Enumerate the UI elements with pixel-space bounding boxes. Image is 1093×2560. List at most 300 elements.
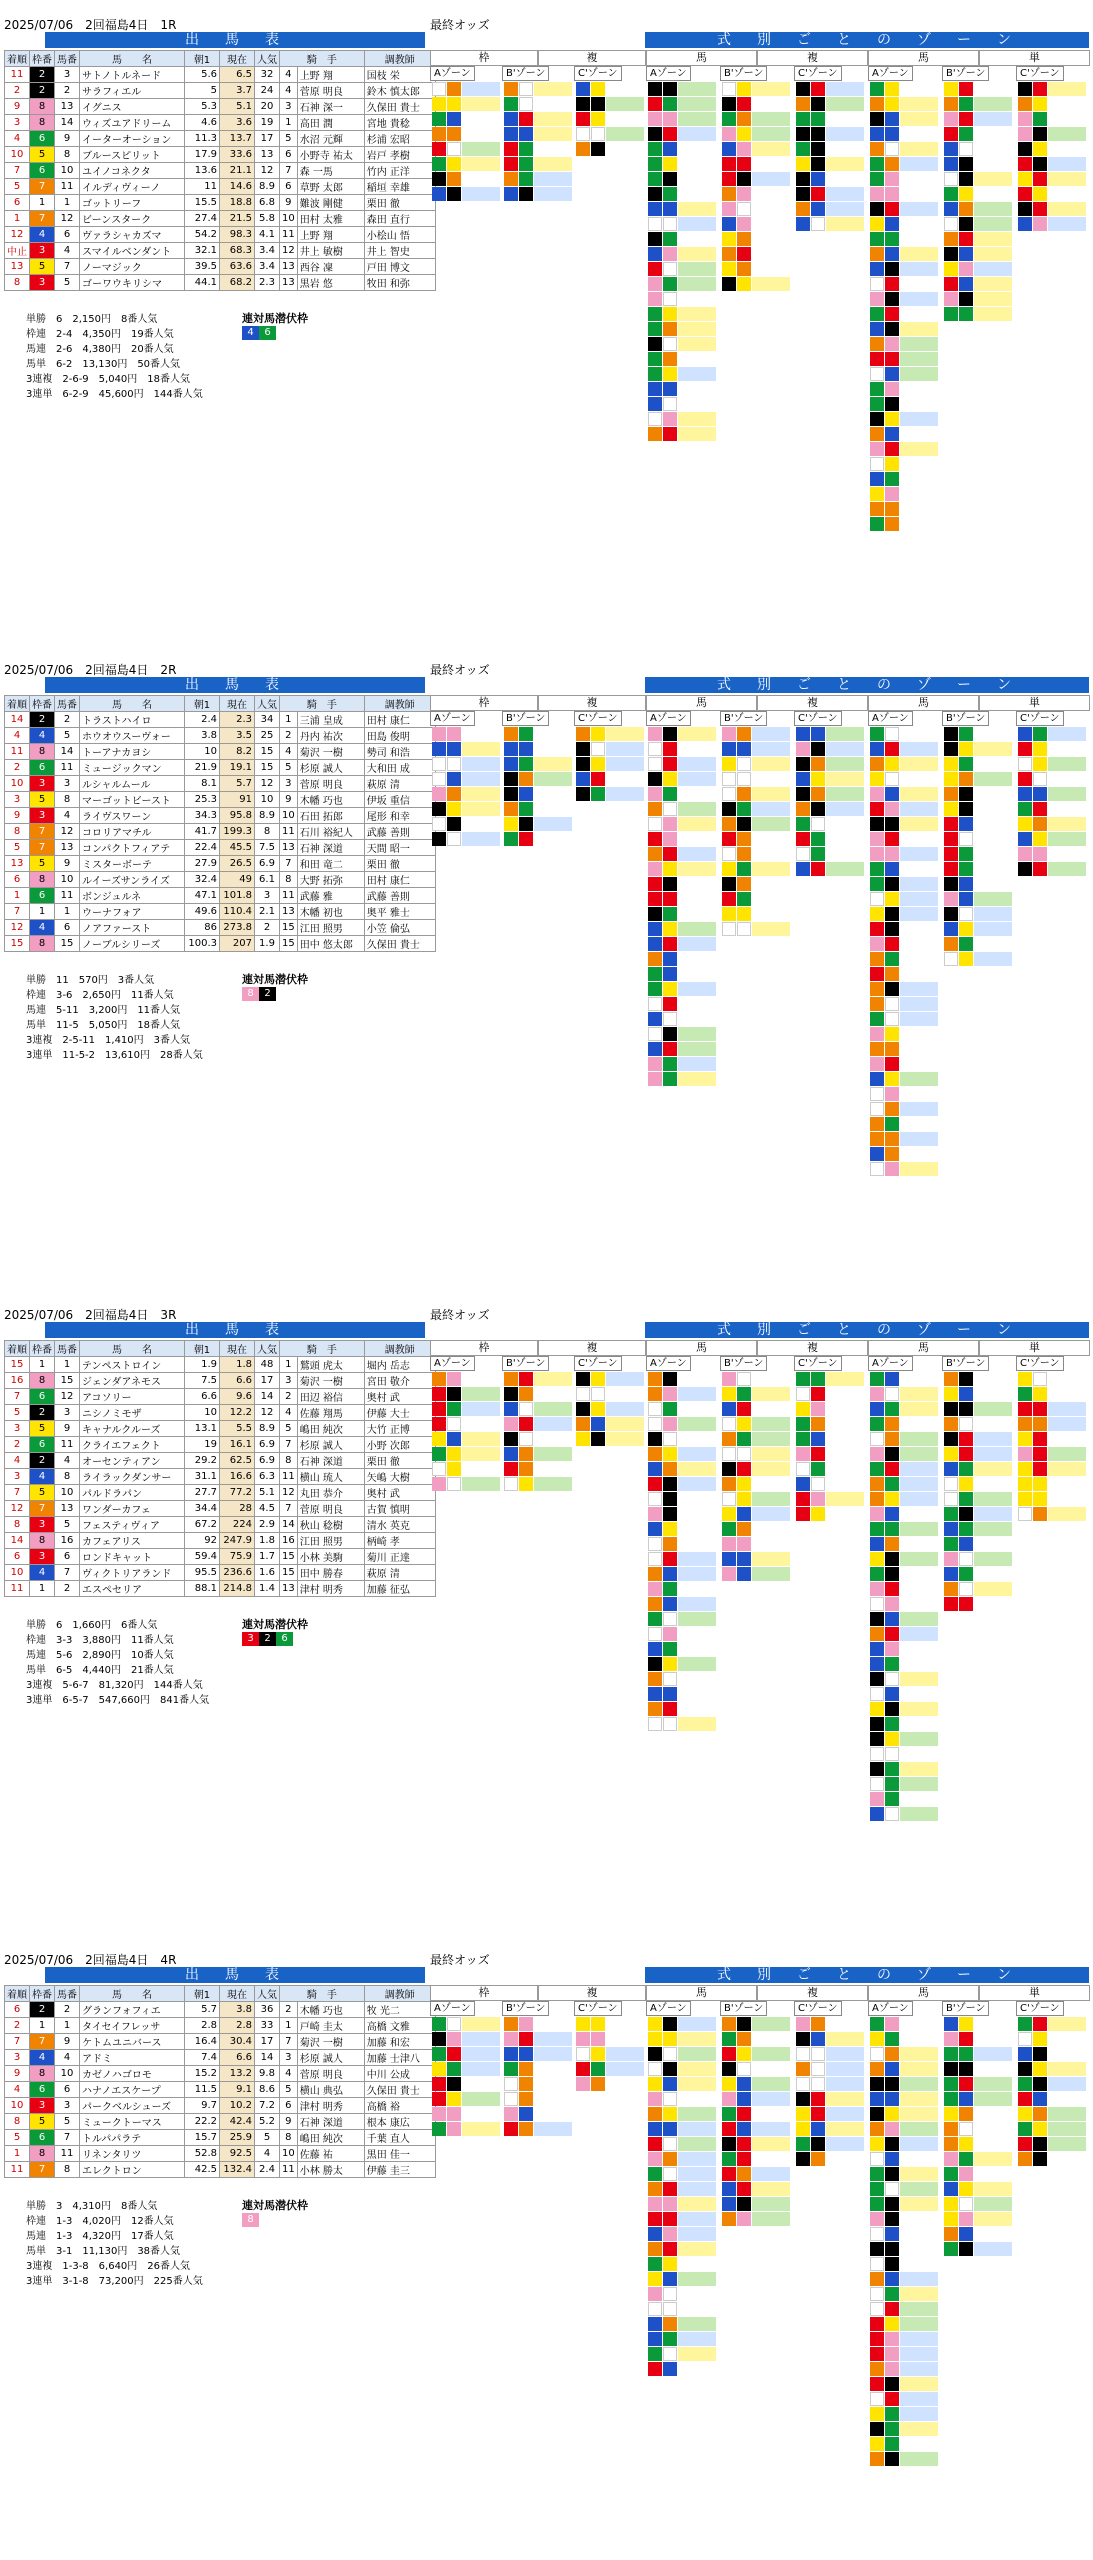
combo-first	[944, 157, 958, 171]
combo-odds	[678, 1582, 716, 1596]
combo-second	[663, 1477, 677, 1491]
waku-number: 7	[30, 211, 55, 227]
combo-odds	[678, 2077, 716, 2091]
jockey-name: 丸田 恭介	[297, 1485, 364, 1501]
horse-name: ウィズユアドリーム	[80, 115, 185, 131]
waku-number: 5	[30, 2114, 55, 2130]
horse-row[interactable]	[5, 920, 436, 936]
trainer-name: 久保田 貴士	[364, 99, 435, 115]
combo-odds	[1048, 787, 1086, 801]
horse-row[interactable]	[5, 1389, 436, 1405]
horse-row[interactable]	[5, 1405, 436, 1421]
combo-second	[885, 1402, 899, 1416]
jockey-name: 杉原 誠人	[297, 760, 364, 776]
combo-second	[959, 937, 973, 951]
finish-rank: 15	[5, 1357, 30, 1373]
morning-odds: 29.2	[185, 1453, 220, 1469]
combo-odds	[900, 802, 938, 816]
horse-name: カフェアリス	[80, 1533, 185, 1549]
combo-second	[811, 1492, 825, 1506]
combo-second	[959, 202, 973, 216]
combo-second	[663, 2272, 677, 2286]
combo-odds	[678, 307, 716, 321]
horse-row[interactable]	[5, 2114, 436, 2130]
horse-row[interactable]	[5, 2050, 436, 2066]
payout-line: 馬単 6-2 13,130円 50番人気	[26, 359, 181, 370]
combo-odds	[752, 157, 790, 171]
combo-second	[885, 2137, 899, 2151]
horse-row[interactable]	[5, 259, 436, 275]
combo-second	[885, 937, 899, 951]
trainer-name: 加藤 征弘	[364, 1581, 435, 1597]
combo-odds	[678, 1402, 716, 1416]
combo-first	[648, 307, 662, 321]
combo-first	[722, 247, 736, 261]
horse-row[interactable]	[5, 2018, 436, 2034]
payout-line: 馬単 11-5 5,050円 18番人気	[26, 1020, 181, 1031]
combo-second	[519, 2062, 533, 2076]
combo-first	[722, 127, 736, 141]
combo-first	[648, 2167, 662, 2181]
horse-number: 7	[55, 1565, 80, 1581]
combo-second	[447, 1432, 461, 1446]
combo-second	[663, 952, 677, 966]
horse-number: 12	[55, 211, 80, 227]
combo-first	[722, 157, 736, 171]
combo-first	[870, 862, 884, 876]
current-odds: 3.6	[220, 115, 255, 131]
combo-odds	[678, 82, 716, 96]
horse-name: ユイノコネクタ	[80, 163, 185, 179]
current-odds: 28	[220, 1501, 255, 1517]
horse-row[interactable]	[5, 824, 436, 840]
combo-second	[663, 2167, 677, 2181]
combo-first	[432, 172, 446, 186]
combo-first	[648, 2317, 662, 2331]
combo-odds	[900, 1087, 938, 1101]
combo-first	[722, 2122, 736, 2136]
horse-row[interactable]	[5, 211, 436, 227]
combo-odds	[606, 127, 644, 141]
horse-name: エレクトロン	[80, 2162, 185, 2178]
combo-odds	[900, 322, 938, 336]
combo-second	[959, 802, 973, 816]
jockey-rank: 16	[280, 1533, 298, 1549]
combo-first	[870, 307, 884, 321]
combo-first	[1018, 1417, 1032, 1431]
horse-name: パークベルシューズ	[80, 2098, 185, 2114]
combo-first	[722, 2062, 736, 2076]
col-header-rank: 着順	[5, 1986, 30, 2002]
combo-first	[796, 787, 810, 801]
combo-first	[722, 202, 736, 216]
combo-second	[447, 757, 461, 771]
horse-row[interactable]	[5, 1517, 436, 1533]
combo-odds	[900, 187, 938, 201]
combo-odds	[678, 877, 716, 891]
combo-second	[885, 427, 899, 441]
finish-rank: 6	[5, 1549, 30, 1565]
horse-row[interactable]	[5, 2146, 436, 2162]
zone-tag-a: Aゾーン	[646, 1356, 691, 1371]
combo-second	[663, 412, 677, 426]
horse-row[interactable]	[5, 2066, 436, 2082]
combo-odds	[900, 1042, 938, 1056]
horse-row[interactable]	[5, 728, 436, 744]
rentai-waku-box	[242, 1632, 293, 1646]
combo-first	[870, 1687, 884, 1701]
combo-first	[648, 367, 662, 381]
trainer-name: 竹内 正洋	[364, 163, 435, 179]
morning-odds: 41.7	[185, 824, 220, 840]
current-odds: 92.5	[220, 2146, 255, 2162]
waku-number: 7	[30, 1501, 55, 1517]
horse-row[interactable]	[5, 744, 436, 760]
jockey-name: 石神 深一	[297, 99, 364, 115]
col-header-waku: 枠番	[30, 1986, 55, 2002]
trainer-name: 加藤 和宏	[364, 2034, 435, 2050]
horse-row[interactable]	[5, 888, 436, 904]
popularity-value: 2.9	[255, 1517, 280, 1533]
combo-odds	[678, 2197, 716, 2211]
combo-second	[811, 742, 825, 756]
horse-row[interactable]	[5, 1373, 436, 1389]
combo-odds	[900, 2422, 938, 2436]
horse-name: ロンドキャット	[80, 1549, 185, 1565]
horse-row[interactable]	[5, 195, 436, 211]
combo-first	[432, 742, 446, 756]
horse-row[interactable]	[5, 2082, 436, 2098]
horse-row[interactable]	[5, 1421, 436, 1437]
horse-row[interactable]	[5, 1469, 436, 1485]
horse-row[interactable]	[5, 936, 436, 952]
horse-row[interactable]	[5, 227, 436, 243]
horse-row[interactable]	[5, 2130, 436, 2146]
current-odds: 68.3	[220, 243, 255, 259]
combo-odds	[462, 772, 500, 786]
combo-odds	[678, 2107, 716, 2121]
combo-first	[648, 2347, 662, 2361]
horse-row[interactable]	[5, 1485, 436, 1501]
horse-row[interactable]	[5, 776, 436, 792]
combo-second	[1033, 2017, 1047, 2031]
morning-odds: 2.8	[185, 2018, 220, 2034]
current-odds: 42.4	[220, 2114, 255, 2130]
combo-second	[1033, 2062, 1047, 2076]
trainer-name: 加藤 士津八	[364, 2050, 435, 2066]
horse-row[interactable]	[5, 115, 436, 131]
current-odds: 214.8	[220, 1581, 255, 1597]
combo-odds	[678, 1657, 716, 1671]
jockey-name: 秋山 稔樹	[297, 1517, 364, 1533]
combo-second	[885, 1087, 899, 1101]
combo-odds	[974, 817, 1012, 831]
horse-name: アドミ	[80, 2050, 185, 2066]
horse-row[interactable]	[5, 1533, 436, 1549]
horse-row[interactable]	[5, 1437, 436, 1453]
horse-row[interactable]	[5, 1453, 436, 1469]
combo-first	[796, 1492, 810, 1506]
combo-first	[796, 1477, 810, 1491]
combo-odds	[900, 1627, 938, 1641]
trainer-name: 奥平 雅士	[364, 904, 435, 920]
combo-first	[648, 1402, 662, 1416]
horse-row[interactable]	[5, 712, 436, 728]
combo-second	[447, 727, 461, 741]
morning-odds: 86	[185, 920, 220, 936]
combo-first	[432, 187, 446, 201]
combo-second	[519, 1462, 533, 1476]
combo-second	[737, 877, 751, 891]
combo-second	[737, 802, 751, 816]
jockey-rank: 5	[280, 1421, 298, 1437]
horse-row[interactable]	[5, 1565, 436, 1581]
combo-second	[519, 172, 533, 186]
horse-row[interactable]	[5, 131, 436, 147]
combo-first	[722, 847, 736, 861]
morning-odds: 4.6	[185, 115, 220, 131]
combo-odds	[1048, 832, 1086, 846]
combo-odds	[826, 202, 864, 216]
combo-odds	[900, 1747, 938, 1761]
rentai-label: 連対馬潜伏枠	[242, 973, 308, 986]
combo-second	[663, 2092, 677, 2106]
combo-second	[737, 1462, 751, 1476]
combo-second	[519, 1402, 533, 1416]
horse-row[interactable]	[5, 856, 436, 872]
finish-rank: 10	[5, 776, 30, 792]
combo-second	[737, 1417, 751, 1431]
combo-odds	[900, 892, 938, 906]
combo-first	[432, 1477, 446, 1491]
combo-second	[663, 2332, 677, 2346]
combo-odds	[974, 787, 1012, 801]
combo-odds	[678, 2032, 716, 2046]
combo-odds	[974, 2152, 1012, 2166]
combo-second	[663, 907, 677, 921]
combo-second	[663, 1642, 677, 1656]
combo-second	[519, 2122, 533, 2136]
horse-row[interactable]	[5, 2098, 436, 2114]
rentai-waku-box	[242, 987, 276, 1001]
horse-row[interactable]	[5, 1357, 436, 1373]
combo-second	[663, 1567, 677, 1581]
trainer-name: 古賀 慎明	[364, 1501, 435, 1517]
horse-row[interactable]	[5, 2002, 436, 2018]
combo-second	[885, 1027, 899, 1041]
combo-odds	[1048, 2122, 1086, 2136]
horse-row[interactable]	[5, 275, 436, 291]
combo-first	[432, 157, 446, 171]
combo-first	[944, 757, 958, 771]
rentai-waku: 6	[276, 1632, 293, 1646]
combo-first	[870, 487, 884, 501]
horse-row[interactable]	[5, 2034, 436, 2050]
combo-odds	[752, 847, 790, 861]
combo-first	[870, 1132, 884, 1146]
combo-first	[870, 1162, 884, 1176]
horse-row[interactable]	[5, 243, 436, 259]
payout-line: 3連単 3-1-8 73,200円 225番人気	[26, 2276, 203, 2287]
horse-row[interactable]	[5, 792, 436, 808]
combo-first	[870, 937, 884, 951]
popularity-value: 15	[255, 760, 280, 776]
combo-odds	[678, 187, 716, 201]
combo-odds	[462, 172, 500, 186]
zone-col-fuku: 複	[538, 1340, 646, 1356]
combo-first	[870, 1552, 884, 1566]
horse-number: 8	[55, 792, 80, 808]
morning-odds: 7.5	[185, 1373, 220, 1389]
trainer-name: 矢嶋 大樹	[364, 1469, 435, 1485]
combo-first	[870, 262, 884, 276]
combo-second	[885, 2122, 899, 2136]
waku-number: 4	[30, 227, 55, 243]
combo-first	[648, 1657, 662, 1671]
combo-odds	[534, 187, 572, 201]
col-header-odds2: 現在	[220, 696, 255, 712]
combo-second	[663, 2032, 677, 2046]
combo-odds	[752, 217, 790, 231]
horse-row[interactable]	[5, 904, 436, 920]
combo-first	[870, 322, 884, 336]
combo-second	[663, 1672, 677, 1686]
combo-first	[1018, 1462, 1032, 1476]
jockey-name: 菊沢 一樹	[297, 744, 364, 760]
jockey-rank: 11	[280, 824, 298, 840]
horse-row[interactable]	[5, 1581, 436, 1597]
combo-second	[885, 262, 899, 276]
combo-odds	[974, 217, 1012, 231]
combo-odds	[462, 2017, 500, 2031]
morning-odds: 49.6	[185, 904, 220, 920]
combo-second	[959, 727, 973, 741]
combo-second	[959, 232, 973, 246]
finish-rank: 3	[5, 1421, 30, 1437]
combo-first	[722, 1507, 736, 1521]
horse-name: ミュークトーマス	[80, 2114, 185, 2130]
horse-row[interactable]	[5, 163, 436, 179]
current-odds: 199.3	[220, 824, 255, 840]
horse-row[interactable]	[5, 1501, 436, 1517]
horse-row[interactable]	[5, 99, 436, 115]
combo-odds	[678, 2257, 716, 2271]
combo-second	[811, 2062, 825, 2076]
horse-row[interactable]	[5, 872, 436, 888]
horse-row[interactable]	[5, 808, 436, 824]
combo-first	[648, 907, 662, 921]
combo-second	[663, 172, 677, 186]
combo-odds	[1048, 1462, 1086, 1476]
combo-first	[1018, 2152, 1032, 2166]
waku-number: 1	[30, 904, 55, 920]
combo-second	[811, 2017, 825, 2031]
col-header-name: 馬 名	[80, 51, 185, 67]
combo-second	[811, 217, 825, 231]
combo-odds	[900, 727, 938, 741]
combo-first	[504, 1372, 518, 1386]
finish-rank: 13	[5, 856, 30, 872]
morning-odds: 52.8	[185, 2146, 220, 2162]
combo-first	[870, 727, 884, 741]
combo-first	[722, 187, 736, 201]
combo-odds	[462, 1447, 500, 1461]
combo-first	[870, 2377, 884, 2391]
horse-row[interactable]	[5, 2162, 436, 2178]
horse-row[interactable]	[5, 147, 436, 163]
combo-first	[432, 2092, 446, 2106]
combo-first	[870, 2017, 884, 2031]
waku-number: 5	[30, 147, 55, 163]
combo-odds	[900, 877, 938, 891]
combo-odds	[900, 472, 938, 486]
combo-first	[870, 2092, 884, 2106]
combo-odds	[974, 2047, 1012, 2061]
combo-first	[576, 1417, 590, 1431]
horse-row[interactable]	[5, 1549, 436, 1565]
combo-first	[870, 1567, 884, 1581]
combo-odds	[900, 1402, 938, 1416]
combo-odds	[900, 247, 938, 261]
combo-first	[870, 2272, 884, 2286]
horse-row[interactable]	[5, 179, 436, 195]
zone-col-waku: 枠	[430, 1340, 538, 1356]
combo-first	[648, 2137, 662, 2151]
combo-first	[1018, 787, 1032, 801]
finish-rank: 11	[5, 67, 30, 83]
horse-row[interactable]	[5, 67, 436, 83]
combo-second	[1033, 2107, 1047, 2121]
combo-second	[1033, 2152, 1047, 2166]
jockey-name: 嶋田 純次	[297, 2130, 364, 2146]
combo-first	[944, 1537, 958, 1551]
horse-number: 3	[55, 776, 80, 792]
combo-odds	[678, 1687, 716, 1701]
combo-first	[432, 1432, 446, 1446]
combo-first	[870, 517, 884, 531]
horse-row[interactable]	[5, 840, 436, 856]
combo-odds	[678, 2062, 716, 2076]
popularity-value: 1.6	[255, 1565, 280, 1581]
combo-first	[648, 157, 662, 171]
combo-first	[648, 2062, 662, 2076]
payout-line: 枠連 3-6 2,650円 11番人気	[26, 990, 174, 1001]
jockey-name: 菅原 明良	[297, 83, 364, 99]
combo-odds	[900, 2062, 938, 2076]
combo-first	[870, 1747, 884, 1761]
zone-tag-a: Aゾーン	[430, 711, 475, 726]
combo-odds	[534, 1432, 572, 1446]
combo-first	[944, 142, 958, 156]
combo-odds	[900, 442, 938, 456]
combo-first	[432, 817, 446, 831]
combo-odds	[900, 787, 938, 801]
current-odds: 5.5	[220, 1421, 255, 1437]
horse-name: リネンタリツ	[80, 2146, 185, 2162]
combo-first	[870, 2362, 884, 2376]
combo-first	[722, 2047, 736, 2061]
combo-odds	[1048, 2152, 1086, 2166]
col-header-odds1: 朝1	[185, 51, 220, 67]
combo-first	[504, 727, 518, 741]
combo-first	[870, 1732, 884, 1746]
horse-row[interactable]	[5, 760, 436, 776]
combo-first	[1018, 1447, 1032, 1461]
jockey-name: 上野 翔	[297, 227, 364, 243]
current-odds: 207	[220, 936, 255, 952]
horse-row[interactable]	[5, 83, 436, 99]
combo-first	[944, 97, 958, 111]
